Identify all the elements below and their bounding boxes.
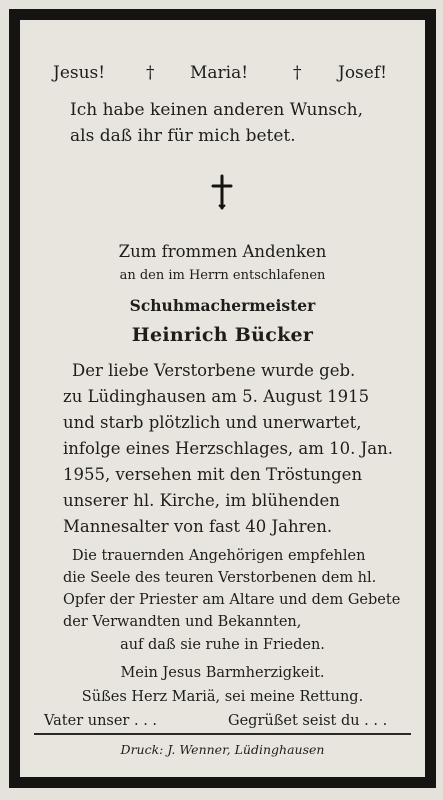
prayer-line-2: Süßes Herz Mariä, sei meine Rettung. bbox=[81, 689, 364, 705]
bio-line: infolge eines Herzschlages, am 10. Jan. bbox=[63, 439, 393, 458]
card-content bbox=[20, 20, 425, 777]
josef-text: Josef! bbox=[338, 63, 387, 83]
memorial-card bbox=[9, 9, 436, 788]
jesus-text: Jesus! bbox=[53, 63, 106, 83]
bio-line: unserer hl. Kirche, im blühenden bbox=[63, 491, 340, 510]
bio-line: Der liebe Verstorbene wurde geb. bbox=[72, 361, 356, 380]
family-line: Die trauernden Angehörigen empfehlen bbox=[72, 548, 366, 564]
bio-line: zu Lüdinghausen am 5. August 1915 bbox=[63, 387, 370, 406]
maria-text: Maria! bbox=[190, 63, 249, 83]
family-line: Opfer der Priester am Altare und dem Gebete bbox=[63, 592, 401, 608]
divider bbox=[34, 733, 411, 735]
memorial-line-1: Zum frommen Andenken bbox=[118, 242, 327, 261]
cross-dagger: † bbox=[293, 63, 302, 83]
family-line: auf daß sie ruhe in Frieden. bbox=[120, 637, 325, 653]
bio-line: Mannesalter von fast 40 Jahren. bbox=[63, 517, 333, 536]
deceased-name: Heinrich Bücker bbox=[131, 324, 314, 346]
cross-icon bbox=[211, 174, 233, 210]
cross-dagger: † bbox=[146, 63, 155, 83]
memorial-line-2: an den im Herrn entschlafenen bbox=[119, 268, 326, 283]
printer-credit: Druck: J. Wenner, Lüdinghausen bbox=[120, 742, 325, 757]
bio-line: 1955, versehen mit den Tröstungen bbox=[63, 465, 363, 484]
family-line: die Seele des teuren Verstorbenen dem hl. bbox=[63, 570, 377, 586]
prayer-line-1: Mein Jesus Barmherzigkeit. bbox=[120, 665, 325, 681]
wish-line-2: als daß ihr für mich betet. bbox=[70, 126, 296, 146]
deceased-title: Schuhmachermeister bbox=[129, 296, 316, 315]
bio-line: und starb plötzlich und unerwartet, bbox=[63, 413, 362, 432]
prayer-ave-maria: Gegrüßet seist du . . . bbox=[228, 713, 388, 729]
family-line: der Verwandten und Bekannten, bbox=[63, 614, 302, 630]
wish-line-1: Ich habe keinen anderen Wunsch, bbox=[70, 100, 364, 120]
prayer-vater-unser: Vater unser . . . bbox=[44, 713, 158, 729]
